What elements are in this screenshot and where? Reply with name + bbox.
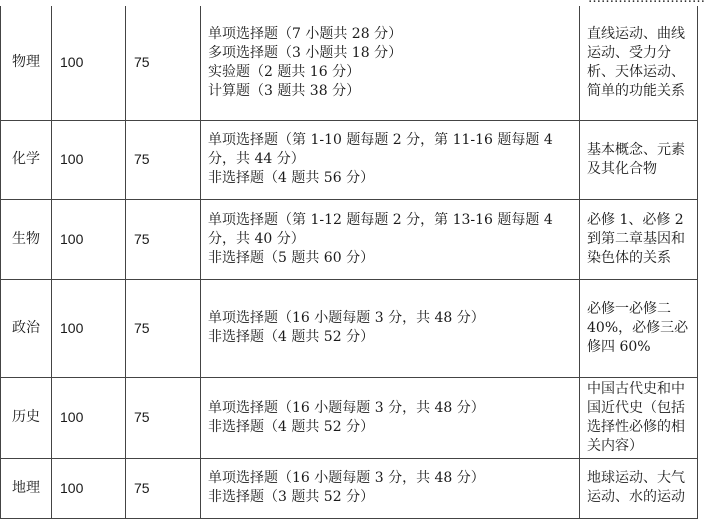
exam-info-table [0, 6, 698, 519]
exam-scope-cell [580, 120, 698, 199]
exam-scope-text: 直线运动、曲线运动、受力分析、天体运动、简单的功能关系 [587, 25, 685, 99]
structure-line: 非选择题（4 题共 52 分） [208, 329, 375, 345]
table-row [1, 120, 698, 199]
structure-line: 单项选择题（16 小题每题 3 分，共 48 分） [208, 310, 485, 326]
question-structure-cell [201, 199, 580, 279]
subject-cell: 历史 [1, 377, 52, 458]
pass-score-cell: 75 [126, 120, 201, 199]
question-structure-cell [201, 120, 580, 199]
question-structure-cell [201, 6, 580, 120]
structure-line: 多项选择题（3 小题共 18 分） [208, 44, 403, 61]
exam-scope-cell [580, 279, 698, 377]
full-score-cell: 100 [52, 199, 126, 279]
exam-scope-text: 必修 1、必修 2 到第二章基因和染色体的关系 [587, 211, 685, 266]
pass-score-cell: 75 [126, 199, 201, 279]
structure-line: 非选择题（3 题共 52 分） [208, 489, 375, 505]
subject-cell: 生物 [1, 199, 52, 279]
structure-line: 单项选择题（16 小题每题 3 分，共 48 分） [208, 399, 485, 416]
table-row [1, 458, 698, 518]
exam-scope-text: 必修一必修二 40%，必修三必修四 60% [587, 300, 689, 355]
table-row [1, 199, 698, 279]
exam-scope-text: 地球运动、大气运动、水的运动 [587, 470, 685, 505]
full-score-cell: 100 [52, 377, 126, 458]
pass-score-cell: 75 [126, 6, 201, 120]
subject-cell: 化学 [1, 120, 52, 199]
exam-scope-cell [580, 458, 698, 518]
exam-scope-cell [580, 6, 698, 120]
exam-scope-cell [580, 199, 698, 279]
question-structure-cell [201, 458, 580, 518]
subject-cell: 地理 [1, 458, 52, 518]
full-score-cell: 100 [52, 6, 126, 120]
question-structure-cell [201, 279, 580, 377]
structure-line: 单项选择题（第 1-12 题每题 2 分，第 13-16 题每题 4 分，共 40 分） [208, 211, 553, 247]
pass-score-cell: 75 [126, 279, 201, 377]
structure-line: 非选择题（4 题共 52 分） [208, 418, 375, 435]
structure-line: 实验题（2 题共 16 分） [208, 63, 361, 80]
table-row [1, 377, 698, 458]
pass-score-cell: 75 [126, 458, 201, 518]
structure-line: 计算题（3 题共 38 分） [208, 82, 361, 99]
subject-cell: 物理 [1, 6, 52, 120]
full-score-cell: 100 [52, 458, 126, 518]
structure-line: 单项选择题（7 小题共 28 分） [208, 25, 403, 42]
structure-line: 单项选择题（16 小题每题 3 分，共 48 分） [208, 470, 485, 486]
table-row [1, 279, 698, 377]
full-score-cell: 100 [52, 120, 126, 199]
pass-score-cell: 75 [126, 377, 201, 458]
structure-line: 单项选择题（第 1-10 题每题 2 分，第 11-16 题每题 4 分，共 44 分） [208, 132, 553, 167]
structure-line: 非选择题（4 题共 56 分） [208, 170, 375, 186]
structure-line: 非选择题（5 题共 60 分） [208, 249, 375, 266]
exam-scope-text: 基本概念、元素及其化合物 [587, 141, 685, 177]
table-row [1, 6, 698, 120]
exam-scope-cell [580, 377, 698, 458]
full-score-cell: 100 [52, 279, 126, 377]
subject-cell: 政治 [1, 279, 52, 377]
question-structure-cell [201, 377, 580, 458]
exam-scope-text: 中国古代史和中国近代史（包括选择性必修的相关内容） [587, 380, 685, 454]
